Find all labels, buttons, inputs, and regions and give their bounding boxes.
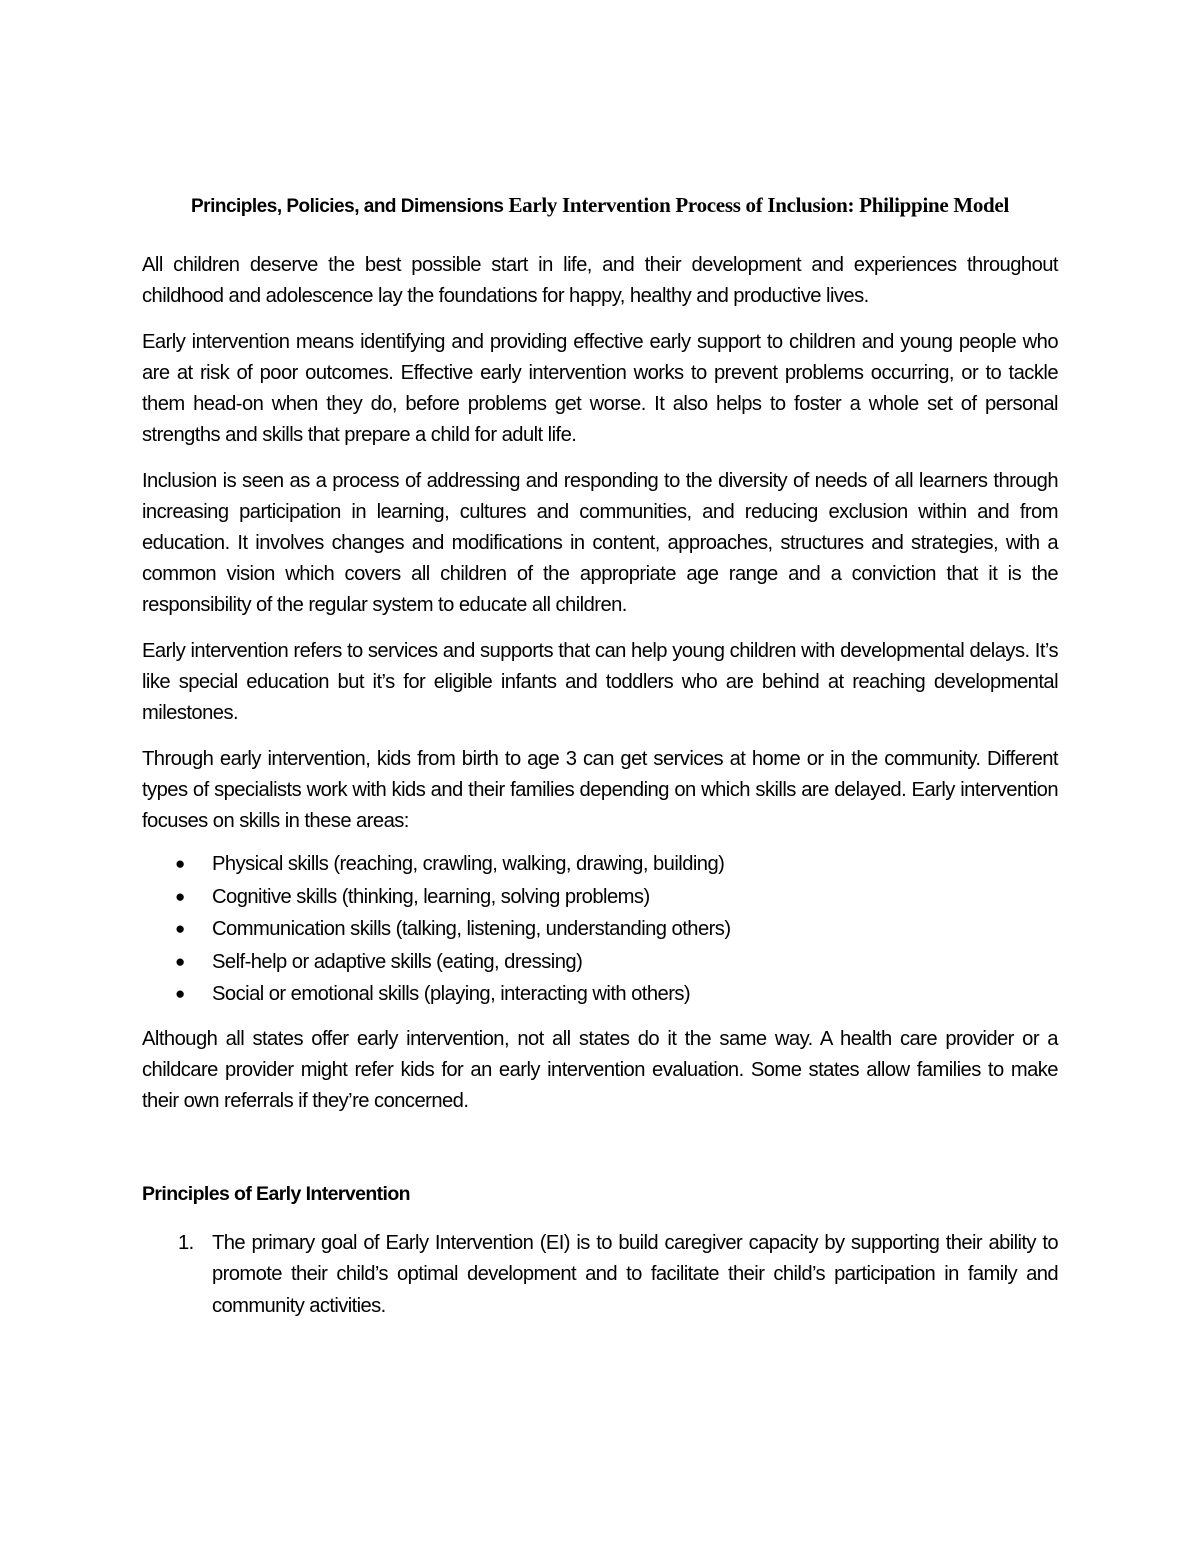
blank-line-spacer [142, 1132, 1058, 1179]
bullet-icon: ● [175, 951, 185, 971]
document-title-part-serif: Early Intervention Process of Inclusion: Philippine Model [503, 193, 1009, 217]
list-item [142, 946, 1058, 979]
list-item-text: Self-help or adaptive skills (eating, dressing) [212, 950, 583, 973]
list-item-text: Communication skills (talking, listening, understanding others) [212, 918, 731, 940]
document-title-part-sans: Principles, Policies, and Dimensions [191, 196, 504, 217]
list-item [142, 913, 1058, 946]
section-heading-principles: Principles of Early Intervention [142, 1182, 410, 1205]
list-item-text: Cognitive skills (thinking, learning, solving problems) [212, 885, 650, 908]
list-item [142, 978, 1058, 1011]
principles-list [142, 1228, 1058, 1323]
list-item [142, 848, 1058, 881]
list-item-text: Physical skills (reaching, crawling, walking, drawing, building) [212, 853, 725, 875]
paragraph-early-intervention-definition: Early intervention means identifying and providing effective early support to children and young people who are at risk of poor outcomes. Effective early intervention works to prevent problems occurring, or to tackle them head-on when they do, before problems get worse. It also helps to foster a whole set of personal strengths and skills that prepare a child for adult life. [142, 331, 1058, 446]
bullet-icon: ● [175, 854, 185, 873]
document-title [142, 190, 1058, 222]
list-item-text: Social or emotional skills (playing, interacting with others) [212, 983, 691, 1005]
paragraph-intro: All children deserve the best possible start in life, and their development and experiences throughout childhood and adolescence lay the foundations for happy, healthy and productive lives. [142, 254, 1058, 307]
numbered-list-item-text: The primary goal of Early Intervention (EI) is to build caregiver capacity by supporting their ability to promote their child’s optimal development and to facilitate their child’s participation in family and community activities. [212, 1231, 1058, 1317]
numbered-list-item [142, 1228, 1058, 1323]
skill-areas-list [142, 848, 1058, 1011]
bullet-icon: ● [175, 886, 185, 906]
list-number: 1. [178, 1231, 194, 1254]
document-page [142, 190, 1058, 1322]
bullet-icon: ● [175, 984, 185, 1003]
paragraph-states-referrals: Although all states offer early intervention, not all states do it the same way. A health care provider or a childcare provider might refer kids for an early intervention evaluation. Some states allow families to make their own referrals if they’re concerned. [142, 1027, 1058, 1112]
bullet-icon: ● [175, 919, 185, 938]
paragraph-services-and-supports: Early intervention refers to services and supports that can help young children with developmental delays. It’s like special education but it’s for eligible infants and toddlers who are behind at reaching developmental milestones. [142, 640, 1058, 724]
paragraph-birth-to-age-3: Through early intervention, kids from birth to age 3 can get services at home or in the community. Different types of specialists work with kids and their families depending on which skills are delayed. Early intervention focuses on skills in these areas: [142, 748, 1058, 832]
paragraph-inclusion-definition: Inclusion is seen as a process of addressing and responding to the diversity of needs of all learners through increasing participation in learning, cultures and communities, and reducing exclusion within and from education. It involves changes and modifications in content, approaches, structures and strategies, with a common vision which covers all children of the appropriate age range and a conviction that it is the responsibility of the regular system to educate all children. [142, 470, 1058, 616]
list-item [142, 881, 1058, 914]
